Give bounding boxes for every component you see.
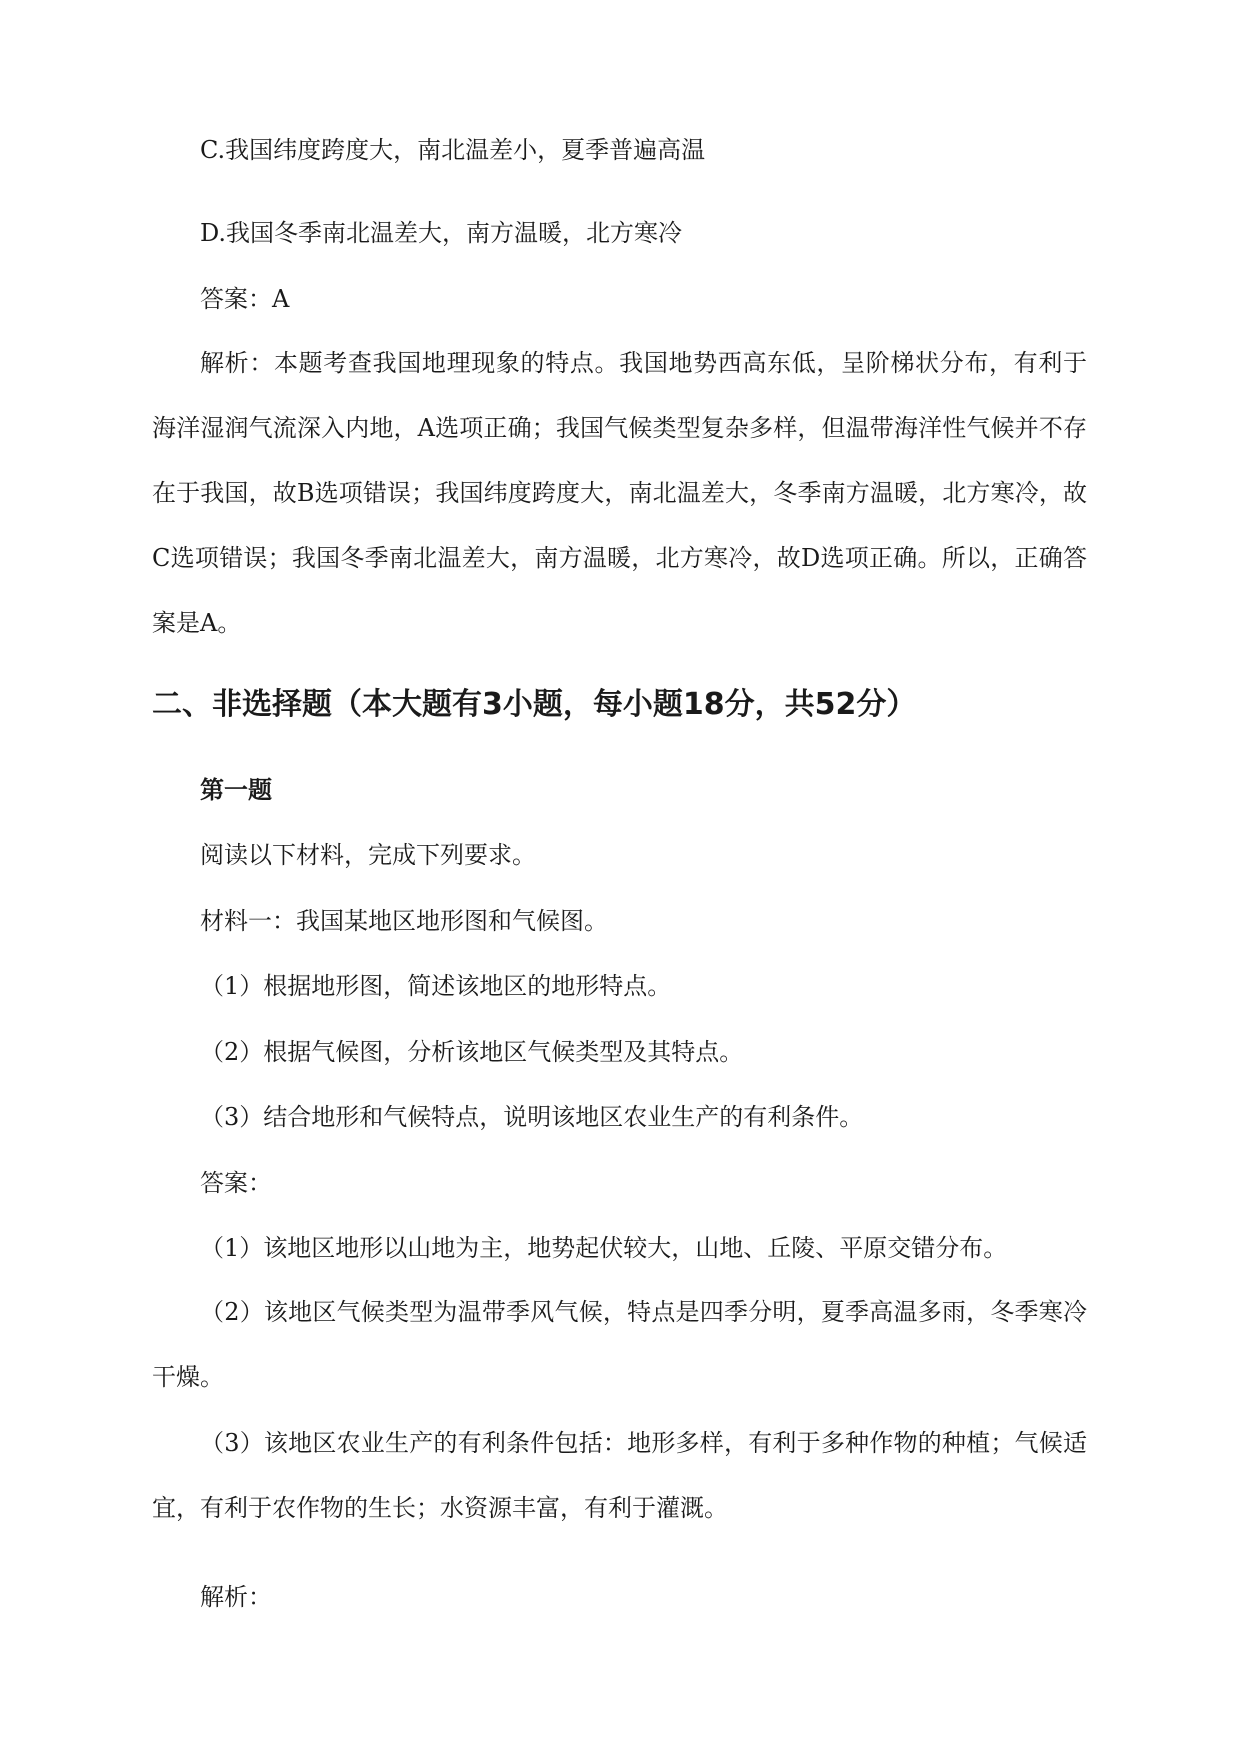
option-d: D.我国冬季南北温差大，南方温暖，北方寒冷 [200, 219, 683, 247]
answer-1: （1）该地区地形以山地为主，地势起伏较大，山地、丘陵、平原交错分布。 [200, 1234, 1008, 1262]
question-intro: 阅读以下材料，完成下列要求。 [200, 841, 536, 869]
analysis-paragraph: 解析：本题考查我国地理现象的特点。我国地势西高东低，呈阶梯状分布，有利于海洋湿润气流深入内地，A选项正确；我国气候类型复杂多样，但温带海洋性气候并不存在于我国，故B选项错误；我国纬度跨度大，南北温差大，冬季南方温暖，北方寒冷，故C选项错误；我国冬季南北温差大，南方温暖，北方寒冷，故D选项正确。所以，正确答案是A。 [152, 349, 1087, 637]
sub-question-3: （3）结合地形和气候特点，说明该地区农业生产的有利条件。 [200, 1103, 864, 1131]
answer-line: 答案：A [200, 285, 290, 313]
section-heading: 二、非选择题（本大题有3小题，每小题18分，共52分） [152, 687, 917, 722]
answer-3: （3）该地区农业生产的有利条件包括：地形多样，有利于多种作物的种植；气候适宜，有利于农作物的生长；水资源丰富，有利于灌溉。 [152, 1429, 1087, 1522]
sub-question-1: （1）根据地形图，简述该地区的地形特点。 [200, 972, 672, 1000]
sub-question-2: （2）根据气候图，分析该地区气候类型及其特点。 [200, 1038, 744, 1066]
analysis-label: 解析： [200, 1583, 272, 1611]
option-c: C.我国纬度跨度大，南北温差小，夏季普遍高温 [200, 136, 706, 164]
material-text: 材料一：我国某地区地形图和气候图。 [200, 907, 608, 935]
answer-2: （2）该地区气候类型为温带季风气候，特点是四季分明，夏季高温多雨，冬季寒冷干燥。 [152, 1298, 1087, 1391]
question-title: 第一题 [200, 776, 272, 804]
answer-label: 答案： [200, 1169, 272, 1197]
